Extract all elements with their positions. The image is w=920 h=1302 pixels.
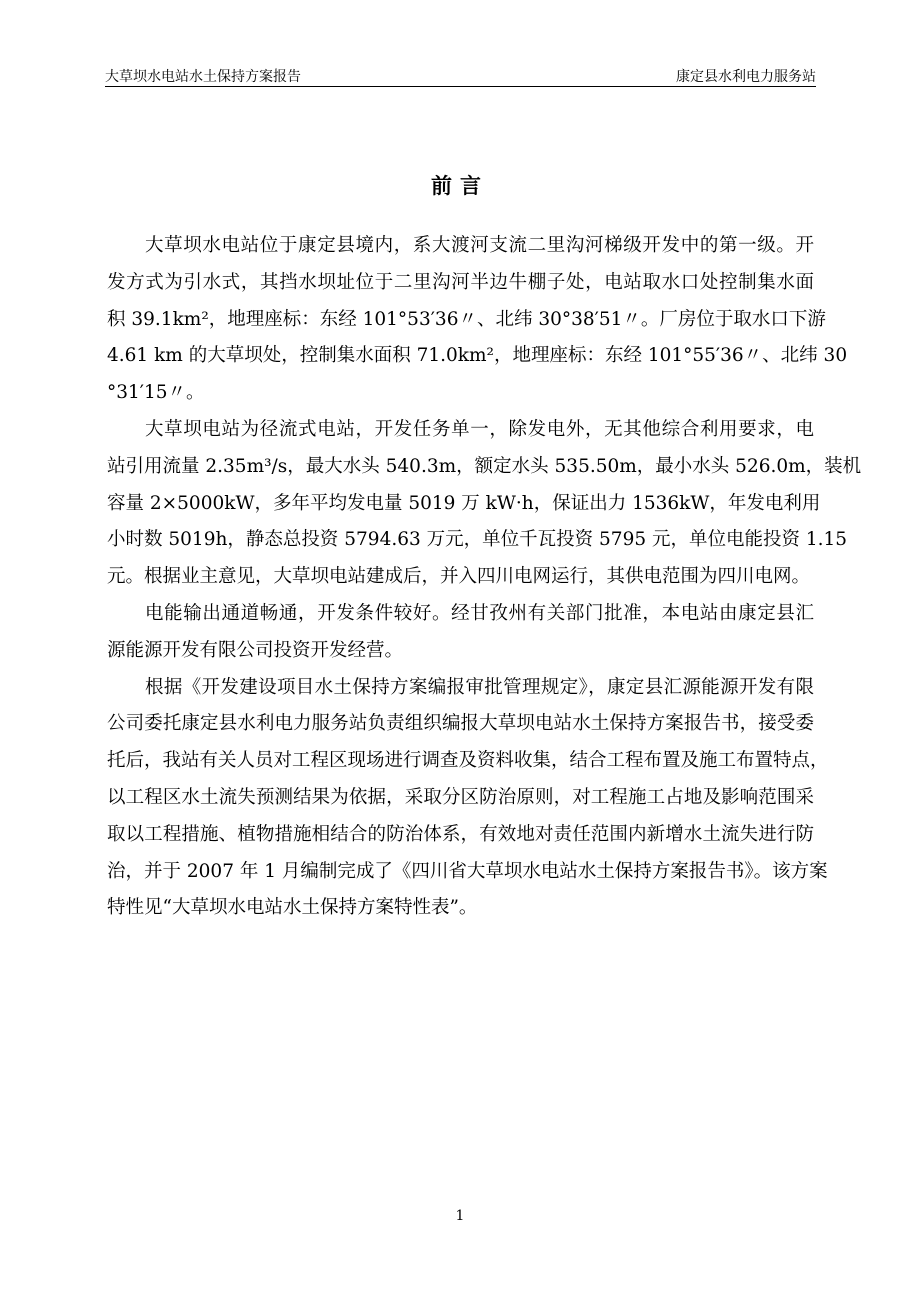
paragraph xyxy=(107,599,814,673)
paragraph xyxy=(107,415,862,599)
paragraph-line: 小时数 5019h，静态总投资 5794.63 万元，单位千瓦投资 5795 元，单位电能投资 1.15 xyxy=(107,529,848,551)
paragraph-line: 电能输出通道畅通，开发条件较好。经甘孜州有关部门批准，本电站由康定县汇 xyxy=(145,602,814,624)
paragraph-line: 治，并于 2007 年 1 月编制完成了《四川省大草坝水电站水土保持方案报告书》。该方案 xyxy=(107,860,828,882)
paragraph-line: 特性见“大草坝水电站水土保持方案特性表”。 xyxy=(107,897,478,919)
paragraph xyxy=(107,231,848,415)
header-report-title: 大草坝水电站水土保持方案报告 xyxy=(105,69,301,85)
paragraph-line: 托后，我站有关人员对工程区现场进行调查及资料收集，结合工程布置及施工布置特点， xyxy=(107,750,829,772)
paragraph xyxy=(107,673,829,931)
paragraph-line: 积 39.1km²，地理座标：东经 101°53′36〃、北纬 30°38′51〃。厂房位于取水口下游 xyxy=(107,308,826,330)
page-title: 前言 xyxy=(431,173,489,198)
header-organization: 康定县水利电力服务站 xyxy=(676,69,816,85)
paragraph-line: 源能源开发有限公司投资开发经营。 xyxy=(107,639,404,661)
paragraph-line: 公司委托康定县水利电力服务站负责组织编报大草坝电站水土保持方案报告书，接受委 xyxy=(107,713,814,735)
paragraph-line: 容量 2×5000kW，多年平均发电量 5019 万 kW·h，保证出力 1536kW，年发电利用 xyxy=(107,492,821,514)
paragraph-line: 站引用流量 2.35m³/s，最大水头 540.3m，额定水头 535.50m，最小水头 526.0m，装机 xyxy=(107,455,862,477)
paragraph-line: 以工程区水土流失预测结果为依据，采取分区防治原则，对工程施工占地及影响范围采 xyxy=(107,786,814,808)
page-header xyxy=(105,64,816,87)
paragraph-line: 根据《开发建设项目水土保持方案编报审批管理规定》，康定县汇源能源开发有限 xyxy=(145,676,814,698)
paragraph-line: 4.61 km 的大草坝处，控制集水面积 71.0km²，地理座标：东经 101°55′36〃、北纬 30 xyxy=(107,345,848,367)
page-number: 1 xyxy=(455,1208,465,1224)
paragraph-line: °31′15〃。 xyxy=(107,382,205,404)
paragraph-line: 发方式为引水式，其挡水坝址位于二里沟河半边牛棚子处，电站取水口处控制集水面 xyxy=(107,271,814,293)
paragraph-line: 大草坝水电站位于康定县境内，系大渡河支流二里沟河梯级开发中的第一级。开 xyxy=(145,235,814,256)
document-body xyxy=(107,231,862,930)
paragraph-line: 大草坝电站为径流式电站，开发任务单一，除发电外，无其他综合利用要求，电 xyxy=(145,418,814,440)
paragraph-line: 元。根据业主意见，大草坝电站建成后，并入四川电网运行，其供电范围为四川电网。 xyxy=(107,566,811,588)
paragraph-line: 取以工程措施、植物措施相结合的防治体系，有效地对责任范围内新增水土流失进行防 xyxy=(107,823,814,845)
